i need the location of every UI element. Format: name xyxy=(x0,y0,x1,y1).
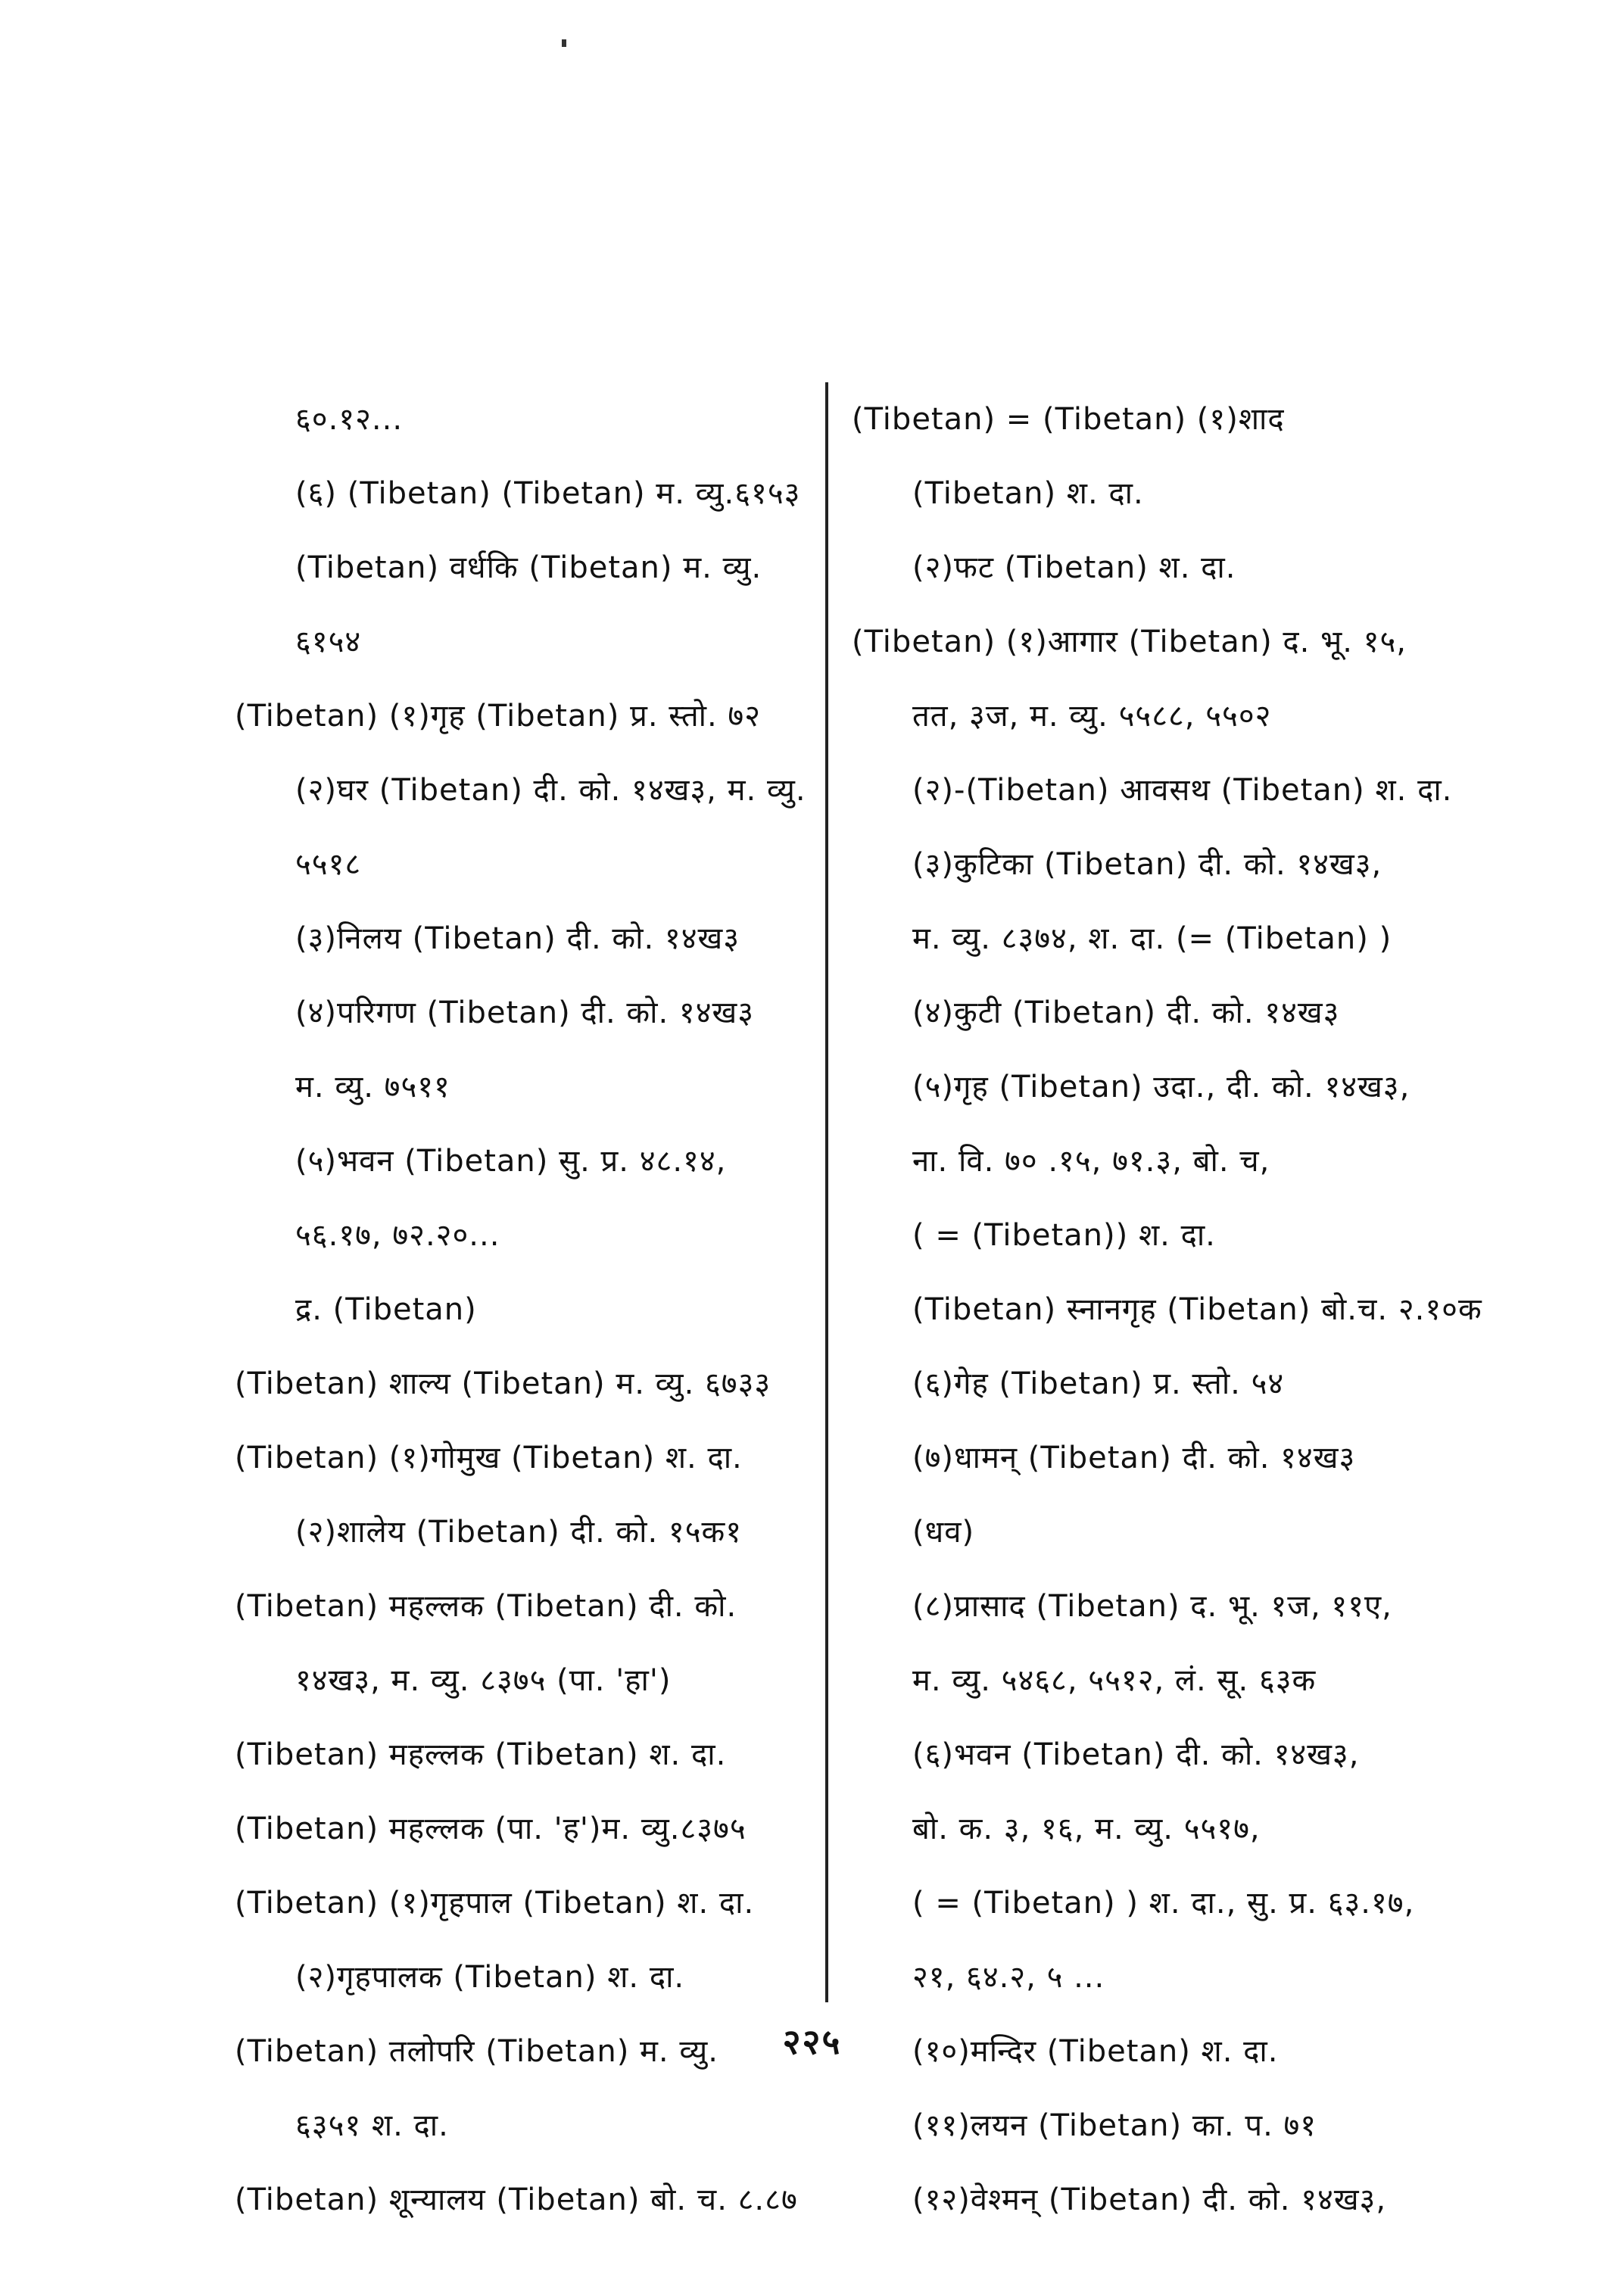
left-entry-line: म. व्यु. ७५११ xyxy=(295,1070,450,1104)
left-entry-line: (५)भवन (Tibetan) सु. प्र. ४८.१४, xyxy=(295,1144,727,1179)
left-entry-line: (२)शालेय (Tibetan) दी. को. १५क१ xyxy=(295,1515,743,1550)
left-entry-line: ६३५१ श. दा. xyxy=(295,2108,449,2143)
left-entry-line: (Tibetan) (१)गोमुख (Tibetan) श. दा. xyxy=(235,1441,743,1475)
right-entry-line: (८)प्रासाद (Tibetan) द. भू. १ज, ११ए, xyxy=(912,1589,1392,1624)
right-entry-line: (१२)वेश्मन् (Tibetan) दी. को. १४ख३, xyxy=(912,2182,1387,2217)
left-entry-line: (Tibetan) महल्लक (Tibetan) श. दा. xyxy=(235,1737,727,1772)
left-entry-line: (Tibetan) शाल्य (Tibetan) म. व्यु. ६७३३ xyxy=(235,1366,771,1401)
left-entry-line: (६) (Tibetan) (Tibetan) म. व्यु.६१५३ xyxy=(295,476,801,511)
left-entry-line: (Tibetan) वर्धकि (Tibetan) म. व्यु. xyxy=(295,550,762,585)
left-entry-line: (२)घर (Tibetan) दी. को. १४ख३, म. व्यु. xyxy=(295,773,806,808)
right-entry-line: ना. वि. ७० .१५, ७१.३, बो. च, xyxy=(912,1144,1270,1179)
left-entry-line: (Tibetan) शून्यालय (Tibetan) बो. च. ८.८७ xyxy=(235,2182,798,2217)
right-entry-line: ( = (Tibetan)) श. दा. xyxy=(912,1218,1216,1253)
right-entry-line: (१०)मन्दिर (Tibetan) श. दा. xyxy=(912,2034,1279,2069)
left-entry-line: (Tibetan) महल्लक (Tibetan) दी. को. xyxy=(235,1589,737,1624)
left-entry-line: (३)निलय (Tibetan) दी. को. १४ख३ xyxy=(295,921,740,956)
right-entry-line: ( = (Tibetan) ) श. दा., सु. प्र. ६३.१७, xyxy=(912,1886,1415,1921)
right-entry-line: तत, ३ज, म. व्यु. ५५८८, ५५०२ xyxy=(912,699,1272,734)
left-entry-line: (Tibetan) (१)गृहपाल (Tibetan) श. दा. xyxy=(235,1886,755,1921)
right-entry-line: (७)धामन् (Tibetan) दी. को. १४ख३ xyxy=(912,1441,1356,1475)
right-entry-line: म. व्यु. ८३७४, श. दा. (= (Tibetan) ) xyxy=(912,921,1392,956)
right-entry-line: (६)गेह (Tibetan) प्र. स्तो. ५४ xyxy=(912,1366,1285,1401)
scan-mark xyxy=(562,39,566,47)
left-entry-line: (Tibetan) तलोपरि (Tibetan) म. व्यु. xyxy=(235,2034,718,2069)
column-divider xyxy=(825,382,828,2002)
left-entry-line: ६०.१२... xyxy=(295,402,404,437)
right-entry-line: (धव) xyxy=(912,1515,975,1550)
right-entry-line: म. व्यु. ५४६८, ५५१२, लं. सू. ६३क xyxy=(912,1663,1317,1698)
left-entry-line: ५५१८ xyxy=(295,847,362,882)
right-entry-line: (२)-(Tibetan) आवसथ (Tibetan) श. दा. xyxy=(912,773,1453,808)
right-entry-line: (११)लयन (Tibetan) का. प. ७१ xyxy=(912,2108,1317,2143)
right-entry-line: (२)फट (Tibetan) श. दा. xyxy=(912,550,1236,585)
right-entry-line: (६)भवन (Tibetan) दी. को. १४ख३, xyxy=(912,1737,1360,1772)
left-entry-line: (२)गृहपालक (Tibetan) श. दा. xyxy=(295,1960,685,1995)
left-entry-line: ५६.१७, ७२.२०... xyxy=(295,1218,500,1253)
right-entry-line: (Tibetan) (१)आगार (Tibetan) द. भू. १५, xyxy=(852,625,1407,659)
right-entry-line: (Tibetan) श. दा. xyxy=(912,476,1144,511)
right-entry-line: (४)कुटी (Tibetan) दी. को. १४ख३ xyxy=(912,995,1340,1030)
left-entry-line: (Tibetan) महल्लक (पा. 'ह')म. व्यु.८३७५ xyxy=(235,1812,747,1846)
left-column xyxy=(235,382,825,2237)
right-entry-line: (५)गृह (Tibetan) उदा., दी. को. १४ख३, xyxy=(912,1070,1410,1104)
left-entry-line: द्र. (Tibetan) xyxy=(295,1292,477,1327)
left-entry-line: ६१५४ xyxy=(295,625,362,659)
right-entry-line: (३)कुटिका (Tibetan) दी. को. १४ख३, xyxy=(912,847,1382,882)
right-entry-line: बो. क. ३, १६, म. व्यु. ५५१७, xyxy=(912,1812,1261,1846)
left-entry-line: (४)परिगण (Tibetan) दी. को. १४ख३ xyxy=(295,995,755,1030)
left-entry-line: १४ख३, म. व्यु. ८३७५ (पा. 'हा') xyxy=(295,1663,672,1698)
right-column xyxy=(852,382,1482,2237)
right-entry-line: (Tibetan) = (Tibetan) (१)शाद xyxy=(852,402,1285,437)
right-entry-line: (Tibetan) स्नानगृह (Tibetan) बो.च. २.१०क xyxy=(912,1292,1482,1327)
right-entry-line: २१, ६४.२, ५ ... xyxy=(912,1960,1105,1995)
page-number: २२५ xyxy=(782,2021,842,2062)
left-entry-line: (Tibetan) (१)गृह (Tibetan) प्र. स्तो. ७२ xyxy=(235,699,762,734)
